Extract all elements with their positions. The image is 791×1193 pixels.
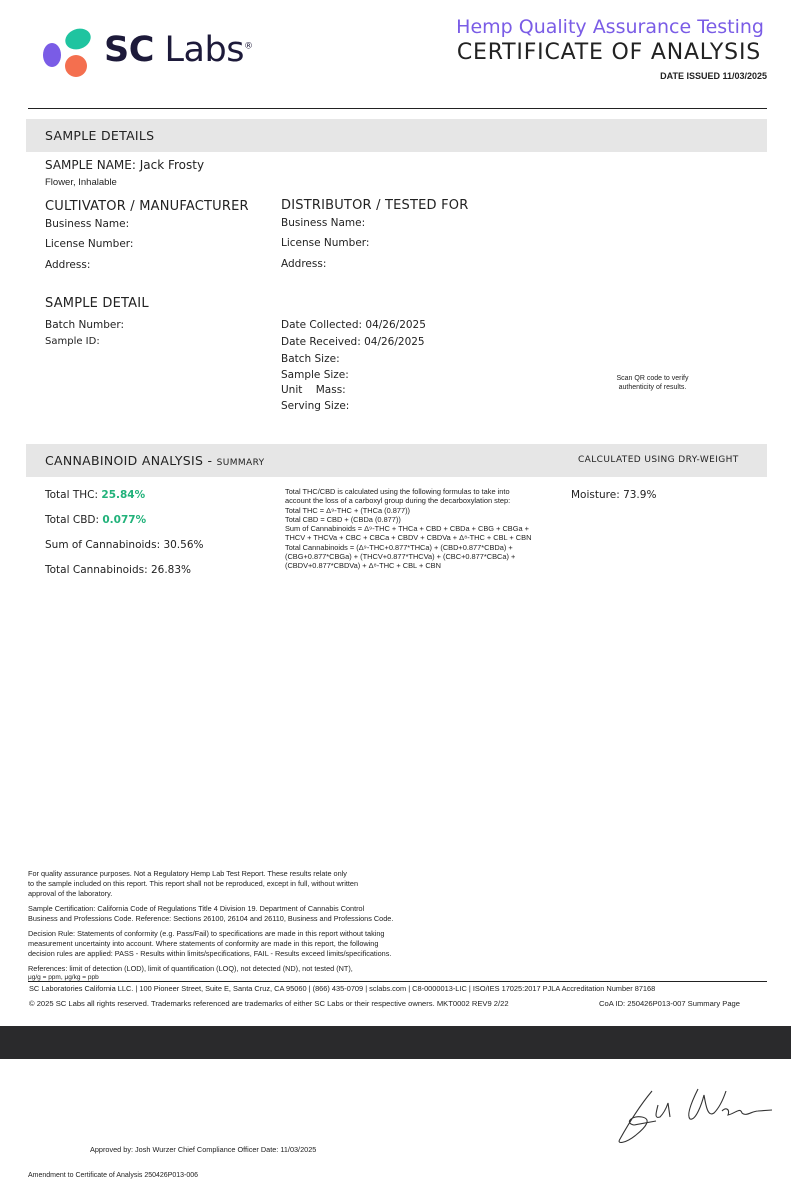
redaction-band <box>0 1026 791 1059</box>
decision-rule: Decision Rule: Statements of conformity (e.g. Pass/Fail) to specifications are made in this report without taking measurement uncertainty into account. Where statements of conformity are made in this report, the following decision rules are applied: PASS - Results within limits/specifications, FAIL - Results exceed limits/specifications. <box>28 929 392 958</box>
dry-weight-note: CALCULATED USING DRY-WEIGHT <box>578 455 739 465</box>
sample-size: Sample Size: <box>281 369 349 381</box>
date-collected: Date Collected: 04/26/2025 <box>281 319 426 331</box>
cultivator-heading: CULTIVATOR / MANUFACTURER <box>45 199 249 214</box>
cultivator-address: Address: <box>45 259 91 271</box>
sample-name: SAMPLE NAME: Jack Frosty <box>45 158 205 172</box>
total-cannabinoids: Total Cannabinoids: 26.83% <box>45 564 191 576</box>
sample-details-title: SAMPLE DETAILS <box>45 128 155 143</box>
sample-id: Sample ID: <box>45 336 100 347</box>
distributor-business-name: Business Name: <box>281 217 366 229</box>
distributor-heading: DISTRIBUTOR / TESTED FOR <box>281 198 469 213</box>
total-thc-value: 25.84% <box>101 489 146 501</box>
certificate-title: CERTIFICATE OF ANALYSIS <box>456 40 761 65</box>
footer-divider <box>28 981 767 982</box>
logo-teal-shape <box>62 28 93 53</box>
qa-disclaimer: For quality assurance purposes. Not a Regulatory Hemp Lab Test Report. These results relate only to the sample included on this report. This report shall not be reproduced, except in full, without written approval of the laboratory. <box>28 869 359 898</box>
distributor-address: Address: <box>281 258 327 270</box>
formula-notes: Total THC/CBD is calculated using the following formulas to take into account the loss of a carboxyl group during the decarboxylation step: Total THC = Δ⁹-THC + (THCa (0.877)) Total CBD = CBD + (CBDa (0.877)) Sum of Cannabinoids = Δ⁹-THC + THCa + CBD + CBDa + CBG + CBGa + THCV + THCVa + CBC + CBCa + CBDV + CBDVa + Δ⁸-THC + CBL + CBN Total Cannabinoids = (Δ⁹-THC+0.877*THCa) + (CBD+0.877*CBDa) + (CBG+0.877*CBGa) + (THCV+0.877*THCVa) + (CBC+0.877*CBCa) + (CBDV+0.877*CBDVa) + Δ⁸-THC + CBL + CBN <box>285 487 532 571</box>
date-received: Date Received: 04/26/2025 <box>281 336 425 348</box>
total-cbd-value: 0.077% <box>102 514 147 526</box>
distributor-license-number: License Number: <box>281 237 370 249</box>
sum-of-cannabinoids: Sum of Cannabinoids: 30.56% <box>45 539 204 551</box>
amendment-note: Amendment to Certificate of Analysis 250426P013-006 <box>28 1172 199 1179</box>
date-issued: DATE ISSUED 11/03/2025 <box>660 71 767 81</box>
serving-size: Serving Size: <box>281 400 350 412</box>
copyright-line: © 2025 SC Labs all rights reserved. Trademarks referenced are trademarks of either SC Labs or their respective owners. MKT0002 REV9 2/22 <box>29 999 509 1008</box>
unit-mass: Unit Mass: <box>281 384 346 396</box>
sample-certification: Sample Certification: California Code of Regulations Title 4 Division 19. Department of Cannabis Control Business and Professions Code. Reference: Sections 26100, 26104 and 26110, Business and Professions Code. <box>28 904 394 923</box>
qr-verify-note: Scan QR code to verify authenticity of results. <box>616 375 689 391</box>
batch-size: Batch Size: <box>281 353 340 365</box>
cultivator-license-number: License Number: <box>45 238 134 250</box>
moisture: Moisture: 73.9% <box>571 489 657 501</box>
logo-purple-shape <box>43 43 61 67</box>
total-thc: Total THC: 25.84% <box>45 489 146 501</box>
signature-image <box>612 1083 777 1145</box>
quality-title: Hemp Quality Assurance Testing <box>456 16 764 38</box>
logo-wordmark: SC Labs® <box>104 30 253 70</box>
total-cbd: Total CBD: 0.077% <box>45 514 147 526</box>
approved-by: Approved by: Josh Wurzer Chief Compliance Officer Date: 11/03/2025 <box>90 1145 317 1154</box>
lab-address-line: SC Laboratories California LLC. | 100 Pioneer Street, Suite E, Santa Cruz, CA 95060 | (866) 435-0709 | sclabs.com | C8-0000013-LIC | ISO/IES 17025:2017 PJLA Accreditation Number 87168 <box>29 984 656 993</box>
cannabinoid-title: CANNABINOID ANALYSIS - SUMMARY <box>45 453 265 468</box>
sample-detail-heading: SAMPLE DETAIL <box>45 296 149 311</box>
logo-orange-shape <box>65 55 87 77</box>
coa-id: CoA ID: 250426P013-007 Summary Page <box>599 999 740 1008</box>
batch-number: Batch Number: <box>45 319 125 331</box>
sample-type: Flower, Inhalable <box>45 177 117 188</box>
header-divider <box>28 108 767 109</box>
cultivator-business-name: Business Name: <box>45 218 130 230</box>
references: References: limit of detection (LOD), limit of quantification (LOQ), not detected (ND), not tested (NT), μg/g = ppm, μg/kg = ppb <box>28 964 353 981</box>
